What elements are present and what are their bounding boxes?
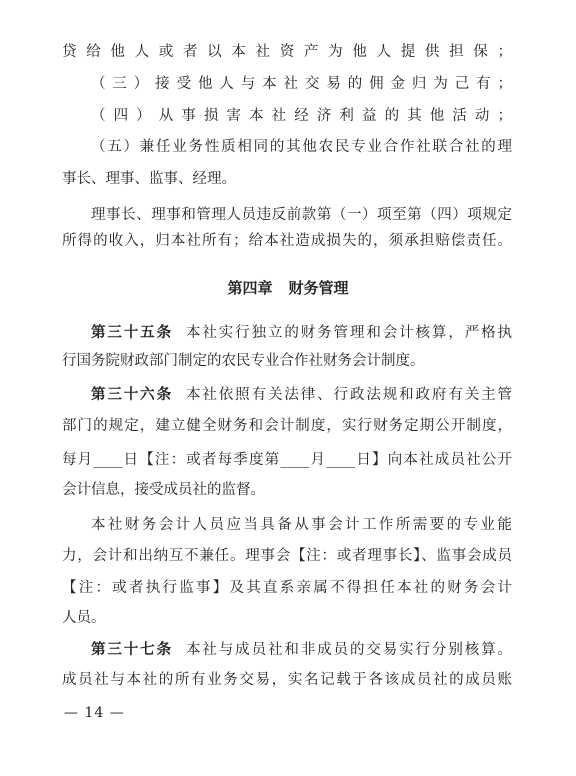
- article-36-label: 第三十六条: [91, 386, 173, 403]
- text-line: 人员。: [62, 610, 106, 626]
- article-36-line-1: 第三十六条 本社依照有关法律、行政法规和政府有关主管: [91, 386, 513, 403]
- text-line: 贷给他人或者以本社资产为他人提供担保；: [62, 44, 512, 60]
- text-line: 部门的规定，建立健全财务和会计制度，实行财务定期公开制度，: [62, 418, 512, 434]
- text-line: 【注：或者执行监事】及其直系亲属不得担任本社的财务会计: [62, 580, 512, 596]
- page-number: — 14 —: [64, 705, 125, 721]
- chapter-title: [0, 277, 576, 298]
- chapter-name: 财务管理: [288, 279, 349, 297]
- text-line: 成员社与本社的所有业务交易，实名记载于各该成员社的成员账: [62, 672, 512, 688]
- article-35-line-1: 第三十五条 本社实行独立的财务管理和会计核算，严格执: [91, 324, 513, 341]
- text-line: 力，会计和出纳互不兼任。理事会【注：或者理事长】、监事会成员: [62, 548, 512, 564]
- text-line: 事长、理事、监事、经理。: [62, 171, 236, 187]
- article-35-label: 第三十五条: [91, 324, 173, 341]
- text-line: （四）从事损害本社经济利益的其他活动；: [91, 108, 512, 124]
- article-37-line-1: 第三十七条 本社与成员社和非成员的交易实行分别核算。: [91, 641, 513, 658]
- text-line: 所得的收入，归本社所有；给本社造成损失的，须承担赔偿责任。: [62, 233, 512, 249]
- text-line: （五）兼任业务性质相同的其他农民专业合作社联合社的理: [91, 139, 512, 155]
- text-line: 理事长、理事和管理人员违反前款第（一）项至第（四）项规定: [91, 207, 512, 223]
- article-37-label: 第三十七条: [91, 641, 173, 658]
- chapter-number: 第四章: [227, 279, 273, 297]
- text-line: 行国务院财政部门制定的农民专业合作社财务会计制度。: [62, 353, 425, 369]
- text-line: 会计信息，接受成员社的监督。: [62, 482, 265, 498]
- text-line: 每月____日【注：或者每季度第____月____日】向本社成员社公开: [62, 452, 512, 468]
- text-line: 本社财务会计人员应当具备从事会计工作所需要的专业能: [91, 517, 512, 533]
- text-line: （三）接受他人与本社交易的佣金归为己有；: [91, 76, 512, 92]
